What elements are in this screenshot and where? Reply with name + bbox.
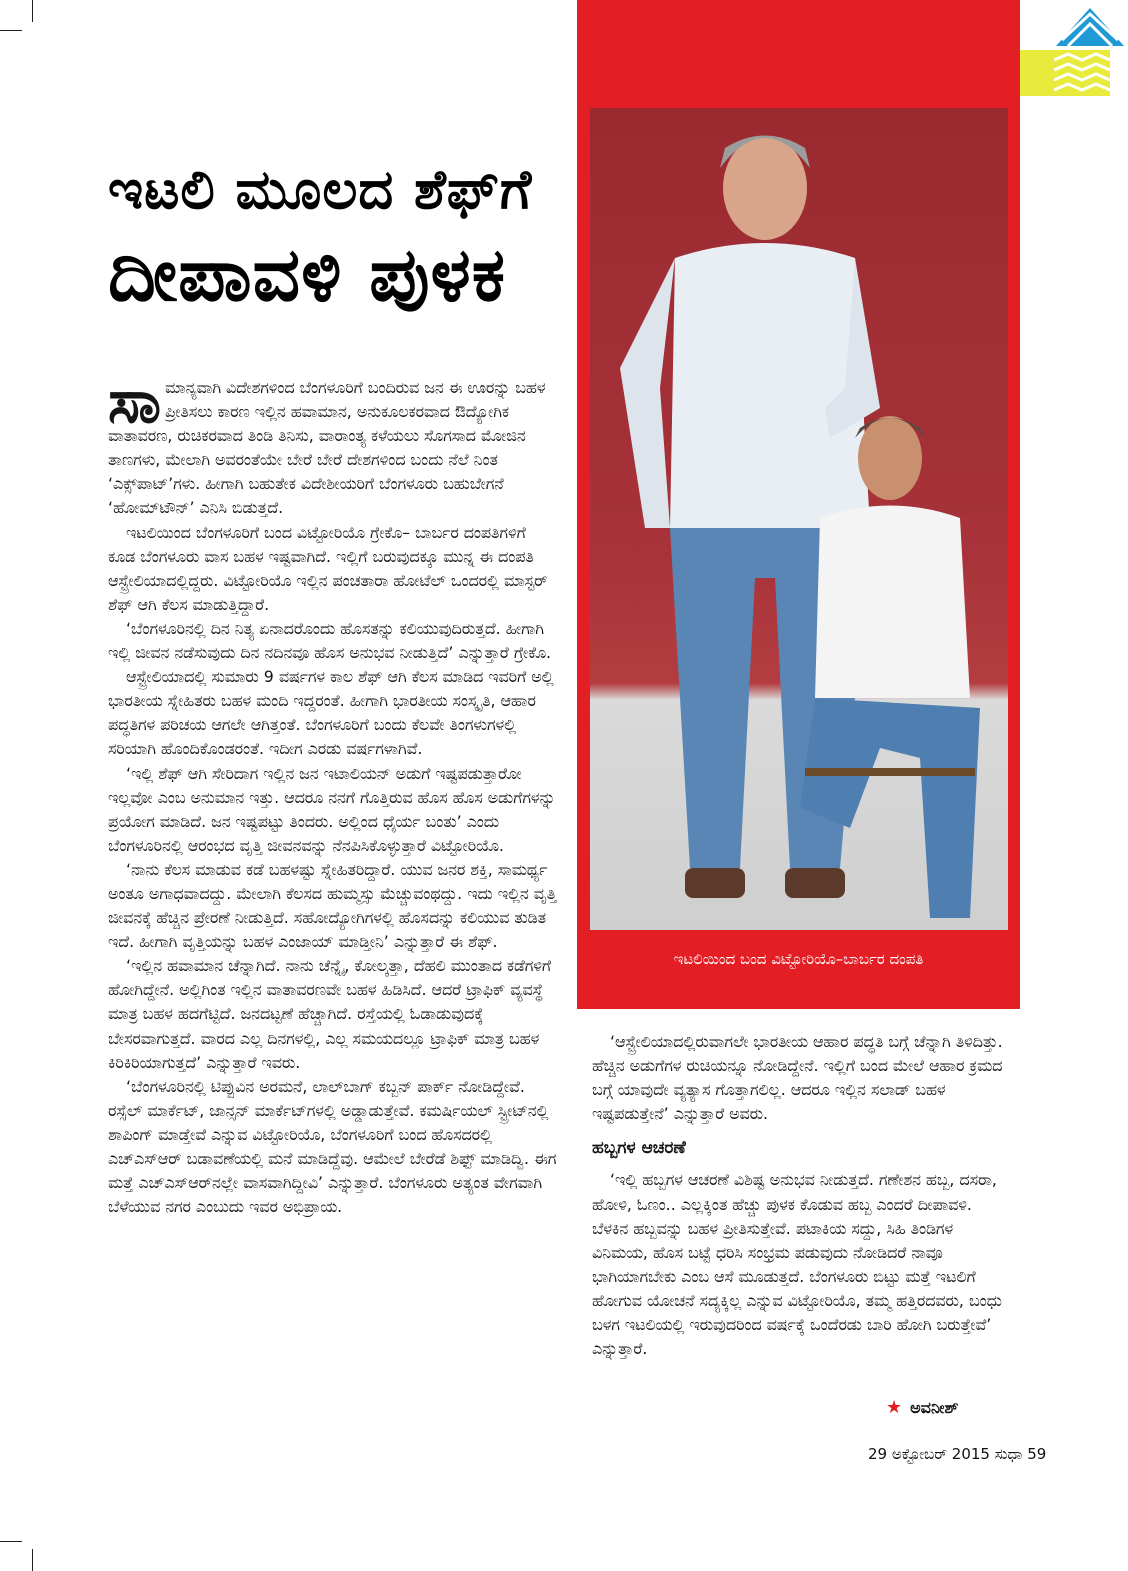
body-paragraph: ‘ಇಲ್ಲಿ ಶೆಫ್ ಆಗಿ ಸೇರಿದಾಗ ಇಲ್ಲಿನ ಜನ ಇಟಾಲಿಯನ್ ಅಡುಗೆ ಇಷ್ಟಪಡುತ್ತಾರೋ ಇಲ್ಲವೋ ಎಂಬ ಅನುಮಾನ ಇತ್ತು. ಆದರೂ ನನಗೆ ಗೊತ್ತಿರುವ ಹೊಸ ಹೊಸ ಅಡುಗೆಗಳನ್ನು ಪ್ರಯೋಗ ಮಾಡಿದೆ. ಜನ ಇಷ್ಟಪಟ್ಟು ತಿಂದರು. ಅಲ್ಲಿಂದ ಧೈರ್ಯ ಬಂತು’ ಎಂದು ಬೆಂಗಳೂರಿನಲ್ಲಿ ಆರಂಭದ ವೃತ್ತಿ ಜೀವನವನ್ನು ನೆನಪಿಸಿಕೊಳ್ಳುತ್ತಾರೆ ವಿಟ್ಟೋರಿಯೊ. (108, 763, 556, 855)
photo-caption: ಇಟಲಿಯಿಂದ ಬಂದ ವಿಟ್ಟೋರಿಯೊ–ಬಾರ್ಬರ ದಂಪತಿ (673, 950, 924, 968)
body-paragraph: ಇಟಲಿಯಿಂದ ಬೆಂಗಳೂರಿಗೆ ಬಂದ ವಿಟ್ಟೋರಿಯೊ ಗ್ರೇಕೊ– ಬಾರ್ಬರ ದಂಪತಿಗಳಿಗೆ ಕೂಡ ಬೆಂಗಳೂರು ವಾಸ ಬಹಳ ಇಷ್ಟವಾಗಿದೆ. ಇಲ್ಲಿಗೆ ಬರುವುದಕ್ಕೂ ಮುನ್ನ ಈ ದಂಪತಿ ಆಸ್ಟ್ರೇಲಿಯಾದಲ್ಲಿದ್ದರು. ವಿಟ್ಟೋರಿಯೊ ಇಲ್ಲಿನ ಪಂಚತಾರಾ ಹೋಟೆಲ್ ಒಂದರಲ್ಲಿ ಮಾಸ್ಟರ್ ಶೆಫ್ ಆಗಿ ಕೆಲಸ ಮಾಡುತ್ತಿದ್ದಾರೆ. (108, 522, 548, 614)
left-column (108, 367, 558, 1219)
right-column (592, 1030, 1012, 1361)
section-corner-icon (1052, 0, 1128, 48)
headline-line-1: ಇಟಲಿ ಮೂಲದ ಶೆಫ್‌ಗೆ (108, 158, 533, 221)
byline (886, 1397, 958, 1418)
crop-mark (32, 1549, 33, 1571)
page-folio: 29 ಅಕ್ಟೋಬರ್ 2015 ಸುಧಾ 59 (868, 1445, 1047, 1463)
subheading: ಹಬ್ಬಗಳ ಆಚರಣೆ (592, 1138, 686, 1159)
author-name: ಅವನೀಶ್ (910, 1398, 959, 1417)
tag-stripes-icon (1054, 50, 1110, 96)
crop-mark (32, 0, 33, 22)
crop-mark (0, 30, 22, 31)
body-paragraph: ಆಸ್ಟ್ರೇಲಿಯಾದಲ್ಲಿ ಸುಮಾರು 9 ವರ್ಷಗಳ ಕಾಲ ಶೆಫ್ ಆಗಿ ಕೆಲಸ ಮಾಡಿದ ಇವರಿಗೆ ಅಲ್ಲಿ ಭಾರತೀಯ ಸ್ನೇಹಿತರು ಬಹಳ ಮಂದಿ ಇದ್ದರಂತೆ. ಹೀಗಾಗಿ ಭಾರತೀಯ ಸಂಸ್ಕೃತಿ, ಆಹಾರ ಪದ್ಧತಿಗಳ ಪರಿಚಯ ಆಗಲೇ ಆಗಿತ್ತಂತೆ. ಬೆಂಗಳೂರಿಗೆ ಬಂದು ಕೆಲವೇ ತಿಂಗಳುಗಳಲ್ಲಿ ಸರಿಯಾಗಿ ಹೊಂದಿಕೊಂಡರಂತೆ. ಇದೀಗ ಎರಡು ವರ್ಷಗಳಾಗಿವೆ. (108, 667, 554, 759)
couple-photo (590, 108, 1008, 930)
body-paragraph: ‘ಬೆಂಗಳೂರಿನಲ್ಲಿ ದಿನ ನಿತ್ಯ ಏನಾದರೊಂದು ಹೊಸತನ್ನು ಕಲಿಯುವುದಿರುತ್ತದೆ. ಹೀಗಾಗಿ ಇಲ್ಲಿ ಜೀವನ ನಡೆಸುವುದು ದಿನ ನದಿನವೂ ಹೊಸ ಅನುಭವ ನೀಡುತ್ತಿದೆ’ ಎನ್ನುತ್ತಾರೆ ಗ್ರೇಕೊ. (108, 618, 552, 663)
couple-illustration (590, 108, 1008, 930)
body-paragraph: ‘ಇಲ್ಲಿನ ಹವಾಮಾನ ಚೆನ್ನಾಗಿದೆ. ನಾನು ಚೆನ್ನೈ, ಕೋಲ್ಕತ್ತಾ, ದೆಹಲಿ ಮುಂತಾದ ಕಡೆಗಳಿಗೆ ಹೋಗಿದ್ದೇನೆ. ಅಲ್ಲಿಗಿಂತ ಇಲ್ಲಿನ ವಾತಾವರಣವೇ ಬಹಳ ಹಿಡಿಸಿದೆ. ಆದರೆ ಟ್ರಾಫಿಕ್ ವ್ಯವಸ್ಥೆ ಮಾತ್ರ ಬಹಳ ಹದಗೆಟ್ಟಿದೆ. ಜನದಟ್ಟಣೆ ಹೆಚ್ಚಾಗಿದೆ. ರಸ್ತೆಯಲ್ಲಿ ಓಡಾಡುವುದಕ್ಕೆ ಬೇಸರವಾಗುತ್ತದೆ. ವಾರದ ಎಲ್ಲ ದಿನಗಳಲ್ಲಿ, ಎಲ್ಲ ಸಮಯದಲ್ಲೂ ಟ್ರಾಫಿಕ್ ಮಾತ್ರ ಬಹಳ ಕಿರಿಕಿರಿಯಾಗುತ್ತದೆ’ ಎನ್ನುತ್ತಾರೆ ಇವರು. (108, 956, 552, 1072)
body-paragraph: ‘ನಾನು ಕೆಲಸ ಮಾಡುವ ಕಡೆ ಬಹಳಷ್ಟು ಸ್ನೇಹಿತರಿದ್ದಾರೆ. ಯುವ ಜನರ ಶಕ್ತಿ, ಸಾಮರ್ಥ್ಯ ಅಂತೂ ಅಗಾಧವಾದದ್ದು. ಮೇಲಾಗಿ ಕೆಲಸದ ಹುಮ್ಮಸ್ಸು ಮೆಚ್ಚುವಂಥದ್ದು. ಇದು ಇಲ್ಲಿನ ವೃತ್ತಿ ಜೀವನಕ್ಕೆ ಹೆಚ್ಚಿನ ಪ್ರೇರಣೆ ನೀಡುತ್ತಿದೆ. ಸಹೋದ್ಯೋಗಿಗಳಲ್ಲಿ ಹೊಸದನ್ನು ಕಲಿಯುವ ತುಡಿತ ಇದೆ. ಹೀಗಾಗಿ ವೃತ್ತಿಯನ್ನು ಬಹಳ ಎಂಜಾಯ್ ಮಾಡ್ತೀನಿ’ ಎನ್ನುತ್ತಾರೆ ಈ ಶೆಫ್. (108, 859, 557, 952)
intro-paragraph (108, 367, 558, 521)
drop-cap: ಸಾ (108, 367, 162, 437)
body-paragraph: ‘ಬೆಂಗಳೂರಿನಲ್ಲಿ ಟಿಪ್ಪುವಿನ ಅರಮನೆ, ಲಾಲ್‌ಬಾಗ್ ಕಬ್ಬನ್ ಪಾರ್ಕ್ ನೋಡಿದ್ದೇವೆ. ರಸ್ಸೆಲ್ ಮಾರ್ಕೆಟ್, ಜಾನ್ಸನ್ ಮಾರ್ಕೆಟ್‌ಗಳಲ್ಲಿ ಅಡ್ಡಾಡುತ್ತೇವೆ. ಕಮರ್ಷಿಯಲ್ ಸ್ಟ್ರೀಟ್‌ನಲ್ಲಿ ಶಾಪಿಂಗ್ ಮಾಡ್ತೇವೆ ಎನ್ನುವ ವಿಟ್ಟೋರಿಯೊ, ಬೆಂಗಳೂರಿಗೆ ಬಂದ ಹೊಸದರಲ್ಲಿ ಎಚ್‌ಎಸ್‌ಆರ್ ಬಡಾವಣೆಯಲ್ಲಿ ಮನೆ ಮಾಡಿದ್ದೆವು. ಆಮೇಲೆ ಬೇರೆಡೆ ಶಿಫ್ಟ್ ಮಾಡಿದ್ವಿ. ಈಗ ಮತ್ತೆ ಎಚ್‌ಎಸ್‌ಆರ್‌ನಲ್ಲೇ ವಾಸವಾಗಿದ್ದೀವಿ’ ಎನ್ನುತ್ತಾರೆ. ಬೆಂಗಳೂರು ಅತ್ಯಂತ ವೇಗವಾಗಿ ಬೆಳೆಯುವ ನಗರ ಎಂಬುದು ಇವರ ಅಭಿಪ್ರಾಯ. (108, 1076, 557, 1217)
body-paragraph: ‘ಆಸ್ಟ್ರೇಲಿಯಾದಲ್ಲಿರುವಾಗಲೇ ಭಾರತೀಯ ಆಹಾರ ಪದ್ಧತಿ ಬಗ್ಗೆ ಚೆನ್ನಾಗಿ ತಿಳಿದಿತ್ತು. ಹೆಚ್ಚಿನ ಅಡುಗೆಗಳ ರುಚಿಯನ್ನೂ ನೋಡಿದ್ದೇನೆ. ಇಲ್ಲಿಗೆ ಬಂದ ಮೇಲೆ ಆಹಾರ ಕ್ರಮದ ಬಗ್ಗೆ ಯಾವುದೇ ವ್ಯತ್ಯಾಸ ಗೊತ್ತಾಗಲಿಲ್ಲ. ಆದರೂ ಇಲ್ಲಿನ ಸಲಾಡ್ ಬಹಳ ಇಷ್ಟಪಡುತ್ತೇನೆ’ ಎನ್ನುತ್ತಾರೆ ಅವರು. (592, 1032, 1003, 1124)
body-paragraph: ‘ಇಲ್ಲಿ ಹಬ್ಬಗಳ ಆಚರಣೆ ವಿಶಿಷ್ಟ ಅನುಭವ ನೀಡುತ್ತದೆ. ಗಣೇಶನ ಹಬ್ಬ, ದಸರಾ, ಹೋಳಿ, ಓಣಂ.. ಎಲ್ಲಕ್ಕಿಂತ ಹೆಚ್ಚು ಪುಳಕ ಕೊಡುವ ಹಬ್ಬ ಎಂದರೆ ದೀಪಾವಳಿ. ಬೆಳಕಿನ ಹಬ್ಬವನ್ನು ಬಹಳ ಪ್ರೀತಿಸುತ್ತೇವೆ. ಪಟಾಕಿಯ ಸದ್ದು, ಸಿಹಿ ತಿಂಡಿಗಳ ವಿನಿಮಯ, ಹೊಸ ಬಟ್ಟೆ ಧರಿಸಿ ಸಂಭ್ರಮ ಪಡುವುದು ನೋಡಿದರೆ ನಾವೂ ಭಾಗಿಯಾಗಬೇಕು ಎಂಬ ಆಸೆ ಮೂಡುತ್ತದೆ. ಬೆಂಗಳೂರು ಬಿಟ್ಟು ಮತ್ತೆ ಇಟಲಿಗೆ ಹೋಗುವ ಯೋಚನೆ ಸದ್ಯಕ್ಕಿಲ್ಲ ಎನ್ನುವ ವಿಟ್ಟೋರಿಯೊ, ತಮ್ಮ ಹತ್ತಿರದವರು, ಬಂಧು ಬಳಗ ಇಟಲಿಯಲ್ಲಿ ಇರುವುದರಿಂದ ವರ್ಷಕ್ಕೆ ಒಂದೆರಡು ಬಾರಿ ಹೋಗಿ ಬರುತ್ತೇವೆ’ ಎನ್ನುತ್ತಾರೆ. (592, 1170, 1002, 1359)
paragraph-text: ಮಾನ್ಯವಾಗಿ ವಿದೇಶಗಳಿಂದ ಬೆಂಗಳೂರಿಗೆ ಬಂದಿರುವ ಜನ ಈ ಊರನ್ನು ಬಹಳ ಪ್ರೀತಿಸಲು ಕಾರಣ ಇಲ್ಲಿನ ಹವಾಮಾನ, ಅನುಕೂಲಕರವಾದ ಔದ್ಯೋಗಿಕ ವಾತಾವರಣ, ರುಚಿಕರವಾದ ತಿಂಡಿ ತಿನಿಸು, ವಾರಾಂತ್ಯ ಕಳೆಯಲು ಸೊಗಸಾದ ಮೋಜಿನ ತಾಣಗಳು, ಮೇಲಾಗಿ ಅವರಂತೆಯೇ ಬೇರೆ ಬೇರೆ ದೇಶಗಳಿಂದ ಬಂದು ನೆಲೆ ನಿಂತ ‘ಎಕ್ಸ್‌ಪಾಟ್’ಗಳು. ಹೀಗಾಗಿ ಬಹುತೇಕ ವಿದೇಶೀಯರಿಗೆ ಬೆಂಗಳೂರು ಬಹುಬೇಗನೆ ‘ಹೋಮ್‌ಟೌನ್’ ಎನಿಸಿ ಬಿಡುತ್ತದೆ. (108, 378, 546, 518)
crop-mark (0, 1541, 22, 1542)
headline-line-2: ದೀಪಾವಳಿ ಪುಳಕ (108, 232, 506, 318)
star-icon: ★ (886, 1397, 903, 1418)
